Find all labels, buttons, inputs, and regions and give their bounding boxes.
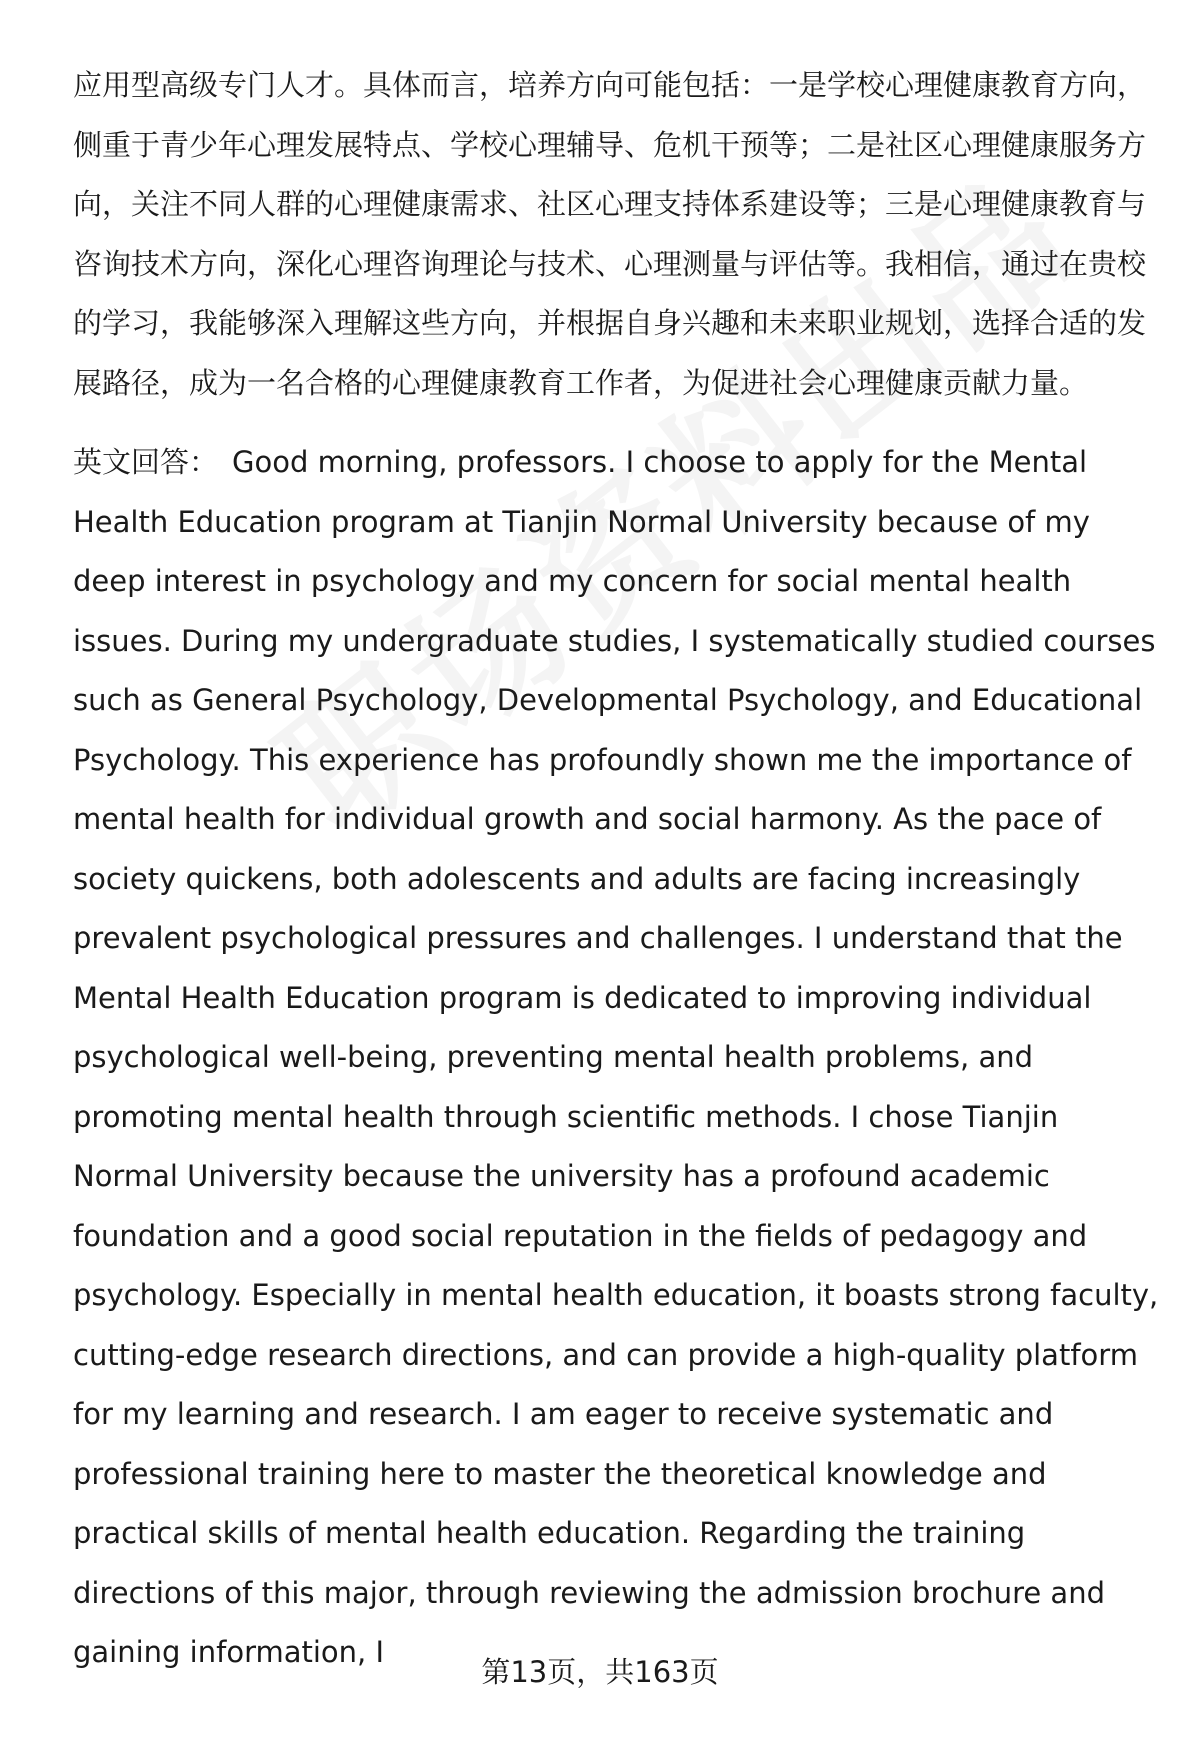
document-content (73, 56, 1163, 1683)
english-answer-text: Good morning, professors. I choose to apply for the Mental Health Education program at Tianjin Normal University because of my deep interest in psychology and my concern for social mental health issues. During my undergraduate studies, I systematically studied courses such as General Psychology, Developmental Psychology, and Educational Psychology. This experience has profoundly shown me the importance of mental health for individual growth and social harmony. As the pace of society quickens, both adolescents and adults are facing increasingly prevalent psychological pressures and challenges. I understand that the Mental Health Education program is dedicated to improving individual psychological well-being, preventing mental health problems, and promoting mental health through scientific methods. I chose Tianjin Normal University because the university has a profound academic foundation and a good social reputation in the fields of pedagogy and psychology. Especially in mental health education, it boasts strong faculty, cutting-edge research directions, and can provide a high-quality platform for my learning and research. I am eager to receive systematic and professional training here to master the theoretical knowledge and practical skills of mental health education. Regarding the training directions of this major, through reviewing the admission brochure and gaining information, I (73, 445, 1159, 1669)
paragraph-english-answer (73, 433, 1163, 1683)
english-answer-label: 英文回答： (73, 445, 219, 479)
page-number-footer: 第13页，共163页 (481, 1655, 719, 1689)
paragraph-chinese: 应用型高级专门人才。具体而言，培养方向可能包括：一是学校心理健康教育方向，侧重于青少年心理发展特点、学校心理辅导、危机干预等；二是社区心理健康服务方向，关注不同人群的心理健康需求、社区心理支持体系建设等；三是心理健康教育与咨询技术方向，深化心理咨询理论与技术、心理测量与评估等。我相信，通过在贵校的学习，我能够深入理解这些方向，并根据自身兴趣和未来职业规划，选择合适的发展路径，成为一名合格的心理健康教育工作者，为促进社会心理健康贡献力量。 (73, 68, 1147, 400)
